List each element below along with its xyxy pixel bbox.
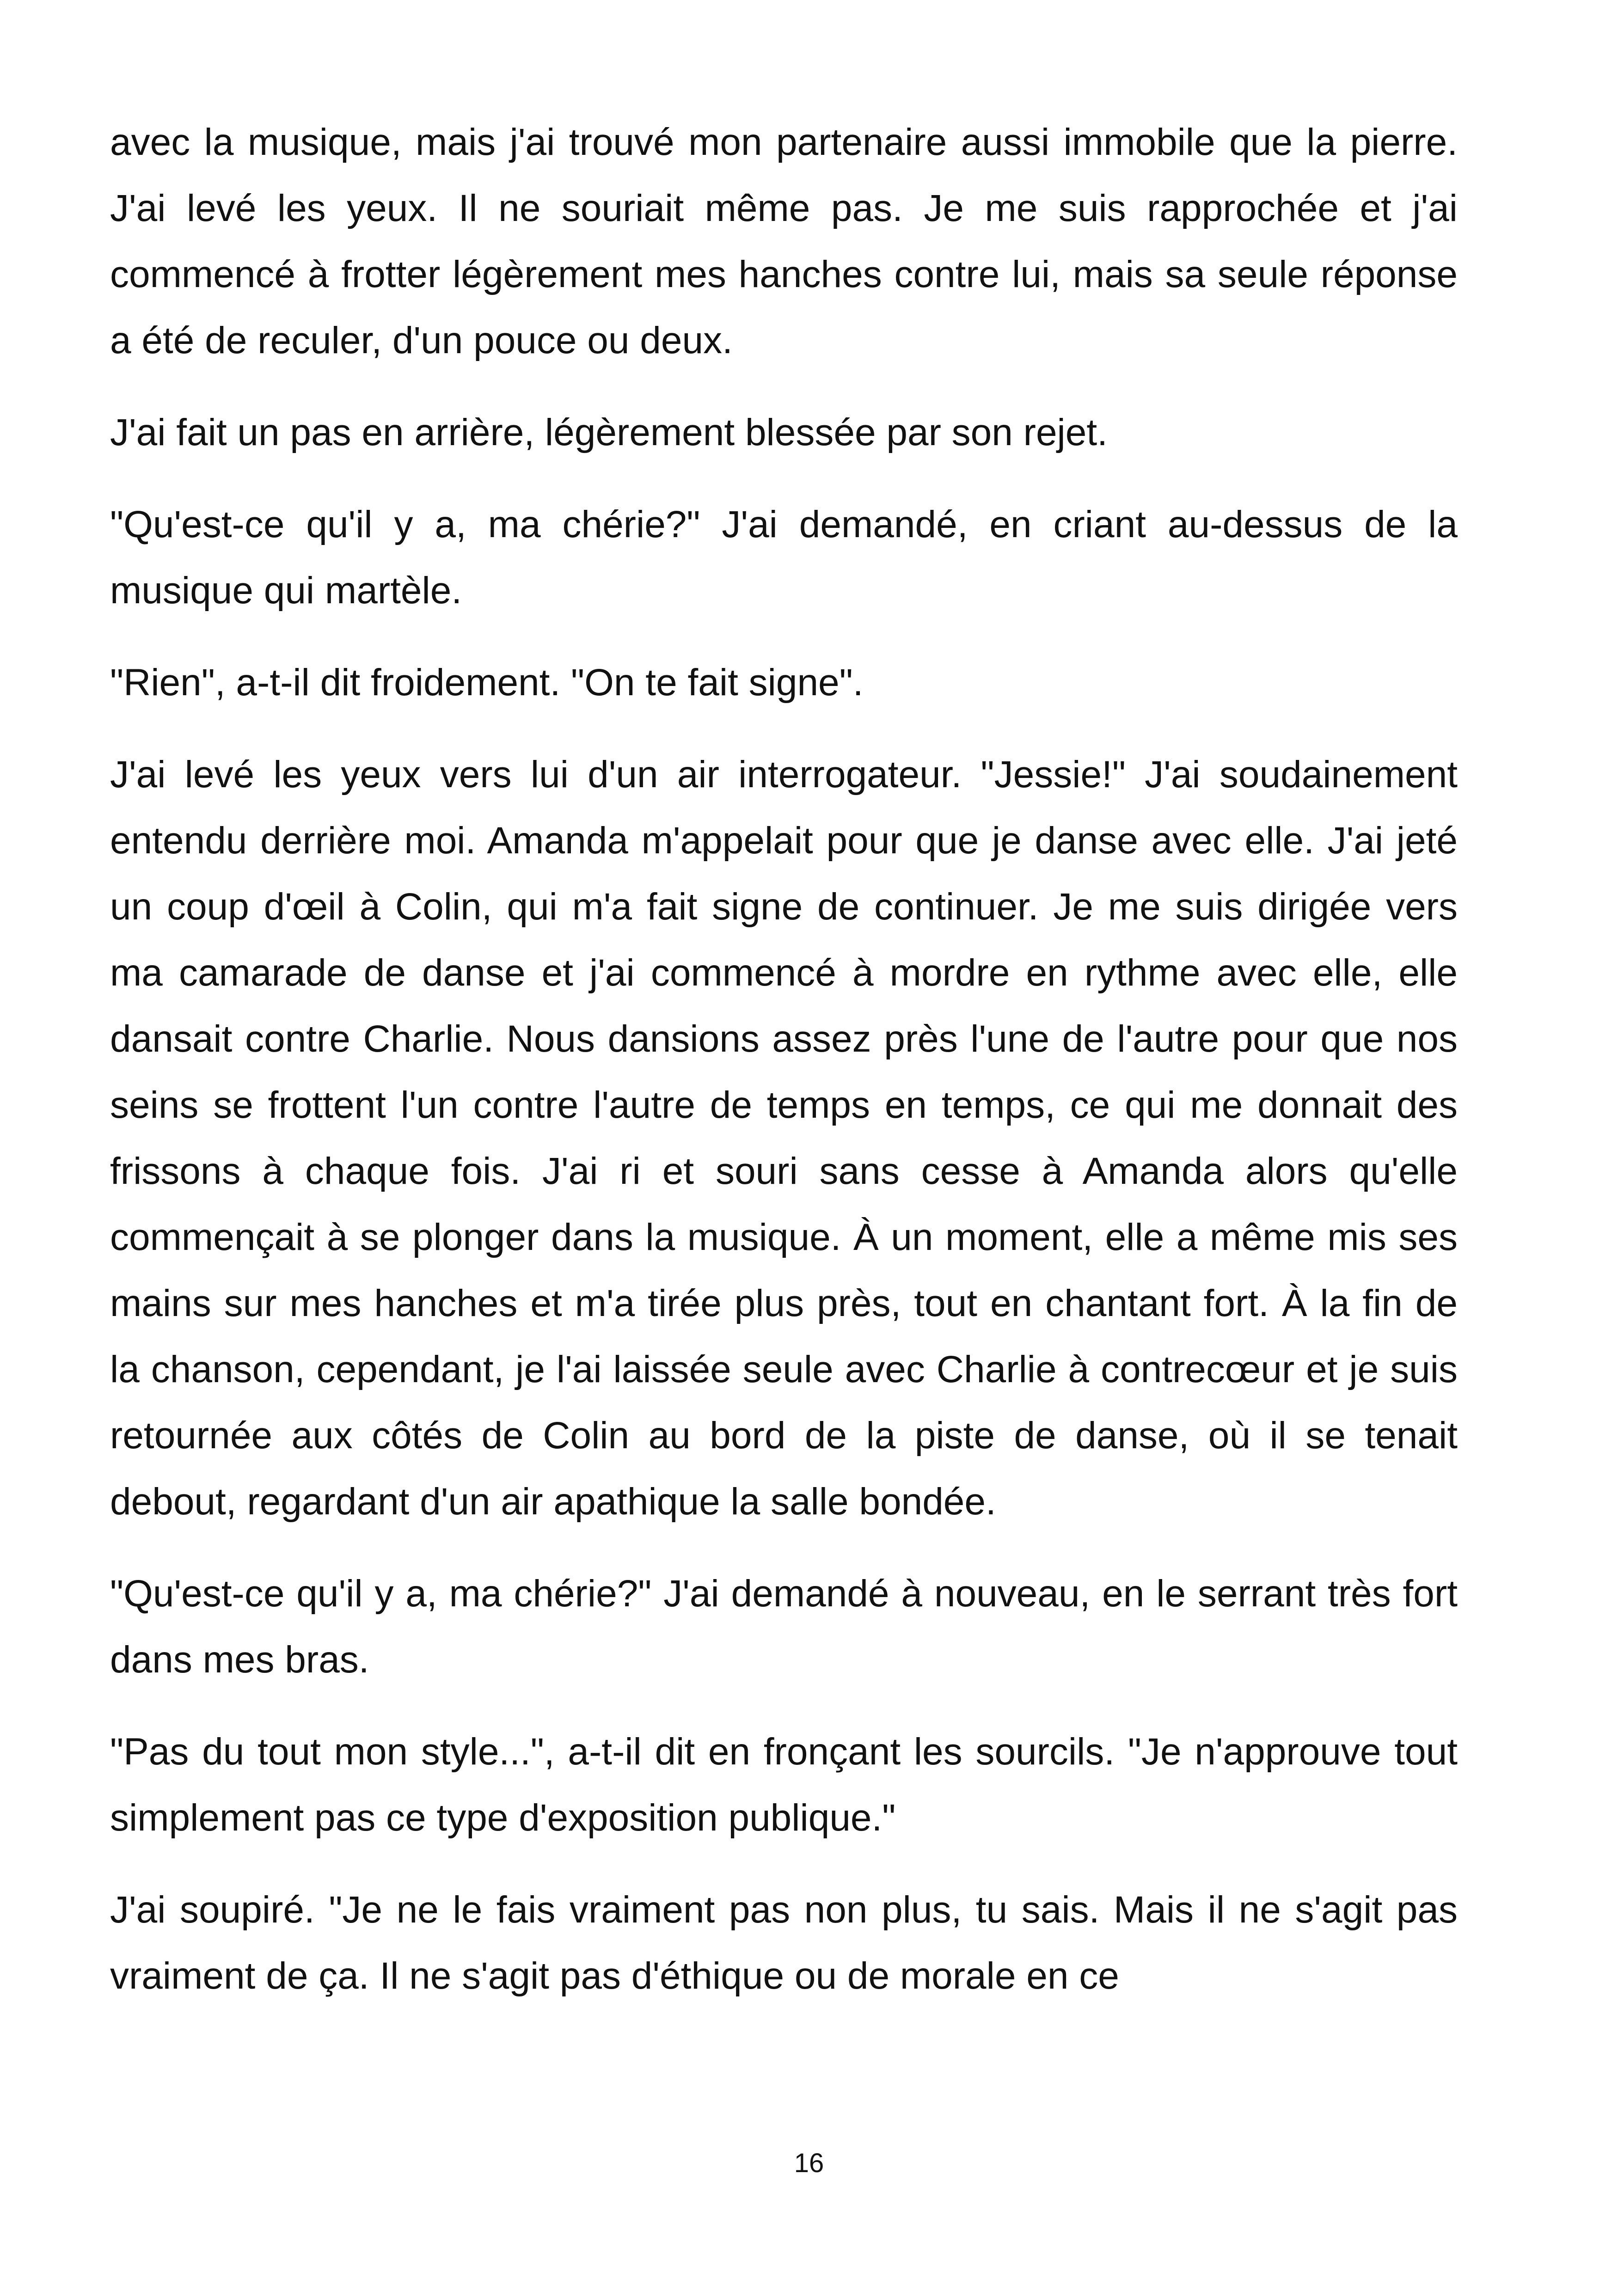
paragraph: J'ai soupiré. "Je ne le fais vraiment pas non plus, tu sais. Mais il ne s'agit pas vraiment de ça. Il ne s'agit pas d'éthique ou de morale en ce	[110, 1889, 1458, 1997]
body-text	[110, 109, 1458, 2035]
paragraph: avec la musique, mais j'ai trouvé mon partenaire aussi immobile que la pierre. J'ai levé les yeux. Il ne souriait même pas. Je me suis rapprochée et j'ai commencé à frotter légèrement mes hanches contre lui, mais sa seule réponse a été de reculer, d'un pouce ou deux.	[110, 121, 1458, 361]
paragraph: J'ai fait un pas en arrière, légèrement blessée par son rejet.	[110, 411, 1108, 453]
paragraph: J'ai levé les yeux vers lui d'un air interrogateur. "Jessie!" J'ai soudainement entendu derrière moi. Amanda m'appelait pour que je danse avec elle. J'ai jeté un coup d'œil à Colin, qui m'a fait signe de continuer. Je me suis dirigée vers ma camarade de danse et j'ai commencé à mordre en rythme avec elle, elle dansait contre Charlie. Nous dansions assez près l'une de l'autre pour que nos seins se frottent l'un contre l'autre de temps en temps, ce qui me donnait des frissons à chaque fois. J'ai ri et souri sans cesse à Amanda alors qu'elle commençait à se plonger dans la musique. À un moment, elle a même mis ses mains sur mes hanches et m'a tirée plus près, tout en chantant fort. À la fin de la chanson, cependant, je l'ai laissée seule avec Charlie à contrecœur et je suis retournée aux côtés de Colin au bord de la piste de danse, où il se tenait debout, regardant d'un air apathique la salle bondée.	[110, 753, 1458, 1523]
page-number: 16	[794, 2148, 824, 2178]
paragraph: "Qu'est-ce qu'il y a, ma chérie?" J'ai demandé, en criant au-dessus de la musique qui martèle.	[110, 503, 1458, 612]
paragraph: "Pas du tout mon style...", a-t-il dit en fronçant les sourcils. "Je n'approuve tout simplement pas ce type d'exposition publique."	[110, 1731, 1458, 1839]
paragraph: "Rien", a-t-il dit froidement. "On te fait signe".	[110, 661, 864, 704]
paragraph: "Qu'est-ce qu'il y a, ma chérie?" J'ai demandé à nouveau, en le serrant très fort dans mes bras.	[110, 1573, 1458, 1681]
